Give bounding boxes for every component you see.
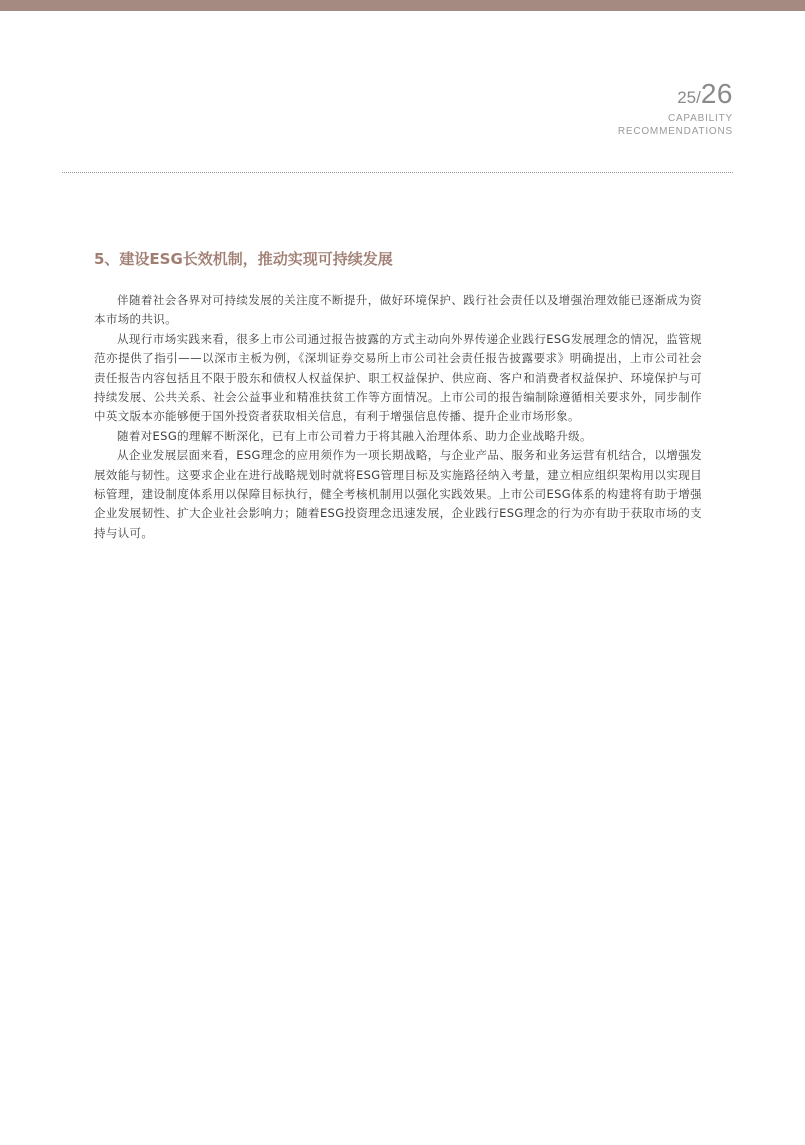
paragraph-3: 随着对ESG的理解不断深化，已有上市公司着力于将其融入治理体系、助力企业战略升级。	[117, 428, 592, 443]
page-separator: /	[696, 88, 701, 107]
current-page-number: 25	[677, 88, 697, 107]
paragraph-4: 从企业发展层面来看，ESG理念的应用须作为一项长期战略，与企业产品、服务和业务运营有机结合，以增强发展效能与韧性。这要求企业在进行战略规划时就将ESG管理目标及实施路径纳入考量，建立相应组织架构用以实现目标管理，建设制度体系用以保障目标执行，健全考核机制用以强化实践效果。上市公司ESG体系的构建将有助于增强企业发展韧性、扩大企业社会影响力；随着ESG投资理念迅速发展，企业践行ESG理念的行为亦有助于获取市场的支持与认可。	[94, 448, 702, 540]
body-text	[94, 291, 702, 543]
total-page-number: 26	[700, 78, 733, 109]
top-accent-bar	[0, 0, 805, 11]
section-label	[618, 113, 733, 138]
section-label-line1: CAPABILITY	[667, 113, 733, 124]
dotted-divider	[62, 172, 733, 173]
paragraph-2: 从现行市场实践来看，很多上市公司通过报告披露的方式主动向外界传递企业践行ESG发展理念的情况，监管规范亦提供了指引——以深市主板为例，《深圳证券交易所上市公司社会责任报告披露要求》明确提出，上市公司社会责任报告内容包括且不限于股东和债权人权益保护、职工权益保护、供应商、客户和消费者权益保护、环境保护与可持续发展、公共关系、社会公益事业和精准扶贫工作等方面情况。上市公司的报告编制除遵循相关要求外，同步制作中英文版本亦能够便于国外投资者获取相关信息，有利于增强信息传播、提升企业市场形象。	[94, 331, 702, 424]
paragraph-1: 伴随着社会各界对可持续发展的关注度不断提升，做好环境保护、践行社会责任以及增强治理效能已逐渐成为资本市场的共识。	[94, 293, 702, 327]
section-heading: 5、建设ESG长效机制，推动实现可持续发展	[94, 250, 393, 268]
section-label-line2: RECOMMENDATIONS	[617, 125, 733, 137]
page-number	[677, 80, 733, 108]
